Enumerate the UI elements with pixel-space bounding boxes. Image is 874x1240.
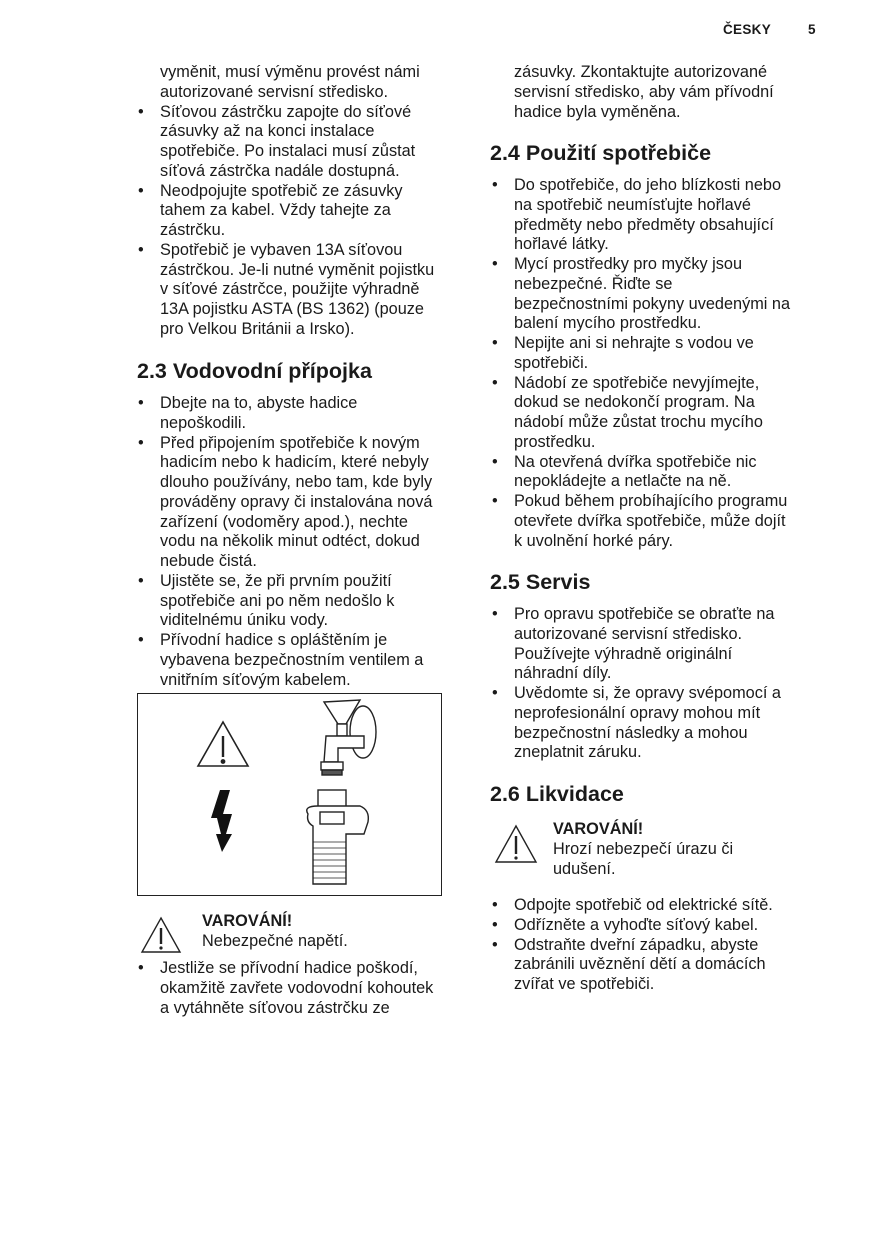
list-item (137, 103, 434, 182)
text-line: dlouho používány, nebo tam, kde byly (160, 473, 433, 491)
list-item (491, 374, 790, 453)
text-line: prostředku. (514, 432, 596, 451)
text-line: • Dbejte na to, abyste hadice (160, 394, 358, 412)
section-2-4-list (491, 176, 790, 551)
text-line: • Neodpojujte spotřebič ze zásuvky (160, 181, 403, 200)
text-line: autorizované servisní středisko. (160, 82, 389, 101)
text-line: zástrčku. (160, 221, 226, 239)
text-line: zvířat ve spotřebiči. (514, 975, 655, 993)
text-line: • Síťovou zástrčku zapojte do síťové (160, 102, 412, 121)
section-2-5-list (491, 605, 781, 763)
text-line: • Odpojte spotřebič od elektrické sítě. (514, 896, 773, 914)
text-line: neprofesionální opravy mohou mít (514, 703, 761, 722)
text-line: nebezpečné. Řiďte se (514, 274, 673, 293)
text-line: hadicím nebo k hadicím, které nebyly (160, 453, 429, 472)
warning-title: VAROVÁNÍ! (553, 820, 644, 838)
text-line: • Odstraňte dveřní západku, abyste (514, 935, 759, 954)
text-line: dokud se nedokončí program. Na (514, 393, 755, 412)
text-line: nádobí může zůstat trochu mycího (514, 413, 763, 431)
text-line: • Pokud během probíhajícího programu (514, 492, 788, 510)
text-line: • Spotřebič je vybaven 13A síťovou (160, 240, 403, 259)
section-heading-2-5: 2.5 Servis (490, 570, 591, 594)
list-item (137, 631, 432, 690)
text-line: • Do spotřebiče, do jeho blízkosti nebo (514, 176, 781, 194)
text-line: vyměnit, musí výměnu provést námi (160, 63, 420, 81)
text-line: 13A pojistku ASTA (BS 1362) (pouze (160, 300, 424, 318)
text-line: síťová zástrčka nadále dostupná. (160, 161, 400, 180)
text-line: autorizované servisní středisko. (514, 624, 743, 643)
text-line: Používejte výhradně originální (514, 644, 733, 663)
text-line: • Nádobí ze spotřebiče nevyjímejte, (514, 373, 760, 392)
list-item (137, 959, 433, 1018)
text-line: spotřebiče ani po něm nedošlo k (160, 591, 395, 610)
section-2-3-list (137, 394, 432, 690)
text-line: zásuvky až na konci instalace (160, 122, 375, 141)
list-item (491, 916, 773, 936)
text-line: zástrčkou. Je-li nutné vyměnit pojistku (160, 260, 435, 279)
hose-icon (307, 790, 369, 884)
list-item (491, 684, 781, 763)
list-item (137, 182, 434, 241)
text-line: na spotřebič neumísťujte hořlavé (514, 195, 751, 214)
text-line: balení mycího prostředku. (514, 314, 702, 333)
list-item (491, 896, 773, 916)
list-item (491, 492, 790, 551)
list-item (491, 255, 790, 334)
list-item (491, 605, 781, 684)
text-line: tahem za kabel. Vždy tahejte za (160, 201, 391, 220)
text-line: náhradní díly. (514, 664, 612, 683)
text-line: • Uvědomte si, že opravy svépomocí a (514, 684, 781, 702)
text-line: okamžitě zavřete vodovodní kohoutek (160, 978, 434, 997)
text-line: • Pro opravu spotřebiče se obraťte na (514, 605, 775, 623)
list-item (137, 63, 434, 103)
text-line: pro Velkou Británii a Irsko). (160, 319, 355, 338)
lightning-bolt-icon (211, 790, 232, 852)
text-line: spotřebiči. (514, 353, 589, 372)
section-heading-2-3: 2.3 Vodovodní přípojka (137, 359, 372, 383)
text-line: v síťové zástrčce, použijte výhradně (160, 280, 420, 299)
list-item (491, 936, 773, 995)
text-line: zařízení (vodoměry apod.), nechte (160, 512, 408, 531)
warning-triangle-icon (494, 824, 538, 864)
text-line: viditelnému úniku vody. (160, 611, 329, 630)
right-intro-list (491, 63, 774, 122)
section-2-3-after-list (137, 959, 433, 1018)
text-line: • Přívodní hadice s opláštěním je (160, 631, 388, 649)
text-line: vnitřním síťovým kabelem. (160, 670, 351, 689)
list-item (491, 334, 790, 374)
warning-text: Nebezpečné napětí. (202, 931, 348, 950)
list-item (137, 394, 432, 434)
list-item (137, 241, 434, 340)
text-line: bezpečnostní následky a mohou (514, 723, 748, 742)
left-intro-list (137, 63, 434, 340)
text-line: předměty nebo předměty obsahující (514, 215, 774, 234)
text-line: vybavena bezpečnostním ventilem a (160, 650, 424, 669)
section-2-6-list (491, 896, 773, 995)
text-line: hořlavé látky. (514, 235, 609, 254)
hose-safety-illustration (137, 693, 442, 896)
text-line: spotřebiče. Po instalaci musí zůstat (160, 142, 416, 160)
warning-triangle-icon (140, 916, 182, 954)
header-language: ČESKY (723, 22, 772, 37)
text-line: otevřete dvířka spotřebiče, může dojít (514, 511, 786, 530)
list-item (491, 176, 790, 255)
warning-text: udušení. (553, 859, 616, 878)
list-item (491, 453, 790, 493)
text-line: servisní středisko, aby vám přívodní (514, 82, 774, 101)
text-line: prováděny opravy či instalována nová (160, 492, 433, 511)
warning-suffocation (494, 820, 814, 882)
text-line: • Na otevřená dvířka spotřebiče nic (514, 452, 757, 471)
text-line: nepoškodili. (160, 413, 246, 432)
text-line: bezpečnostními pokyny uvedenými na (514, 294, 791, 313)
list-item (491, 63, 774, 122)
section-heading-2-4: 2.4 Použití spotřebiče (490, 141, 712, 165)
list-item (137, 434, 432, 572)
warning-text: Hrozí nebezpečí úrazu či (553, 839, 734, 858)
section-heading-2-6: 2.6 Likvidace (490, 782, 624, 806)
warning-triangle-icon (198, 722, 248, 766)
text-line: nebude čistá. (160, 552, 257, 570)
text-line: • Ujistěte se, že při prvním použití (160, 571, 392, 590)
text-line: • Mycí prostředky pro myčky jsou (514, 255, 742, 273)
header-page-number: 5 (808, 22, 816, 37)
text-line: • Před připojením spotřebiče k novým (160, 433, 420, 452)
text-line: • Jestliže se přívodní hadice poškodí, (160, 959, 418, 977)
text-line: • Odřízněte a vyhoďte síťový kabel. (514, 915, 759, 934)
text-line: zásuvky. Zkontaktujte autorizované (514, 63, 768, 81)
text-line: zneplatnit záruku. (514, 743, 642, 762)
text-line: nepokládejte a netlačte na ně. (514, 472, 732, 491)
text-line: hadice byla vyměněna. (514, 102, 681, 121)
text-line: • Nepijte ani si nehrajte s vodou ve (514, 334, 754, 352)
text-line: k uvolnění horké páry. (514, 531, 673, 550)
text-line: a vytáhněte síťovou zástrčku ze (160, 998, 390, 1017)
warning-title: VAROVÁNÍ! (202, 912, 293, 930)
text-line: zabránili uvěznění dětí a domácích (514, 955, 766, 974)
water-tap-icon (321, 700, 376, 775)
text-line: vodu na několik minut odtéct, dokud (160, 532, 420, 551)
list-item (137, 572, 432, 631)
warning-voltage (140, 912, 460, 957)
